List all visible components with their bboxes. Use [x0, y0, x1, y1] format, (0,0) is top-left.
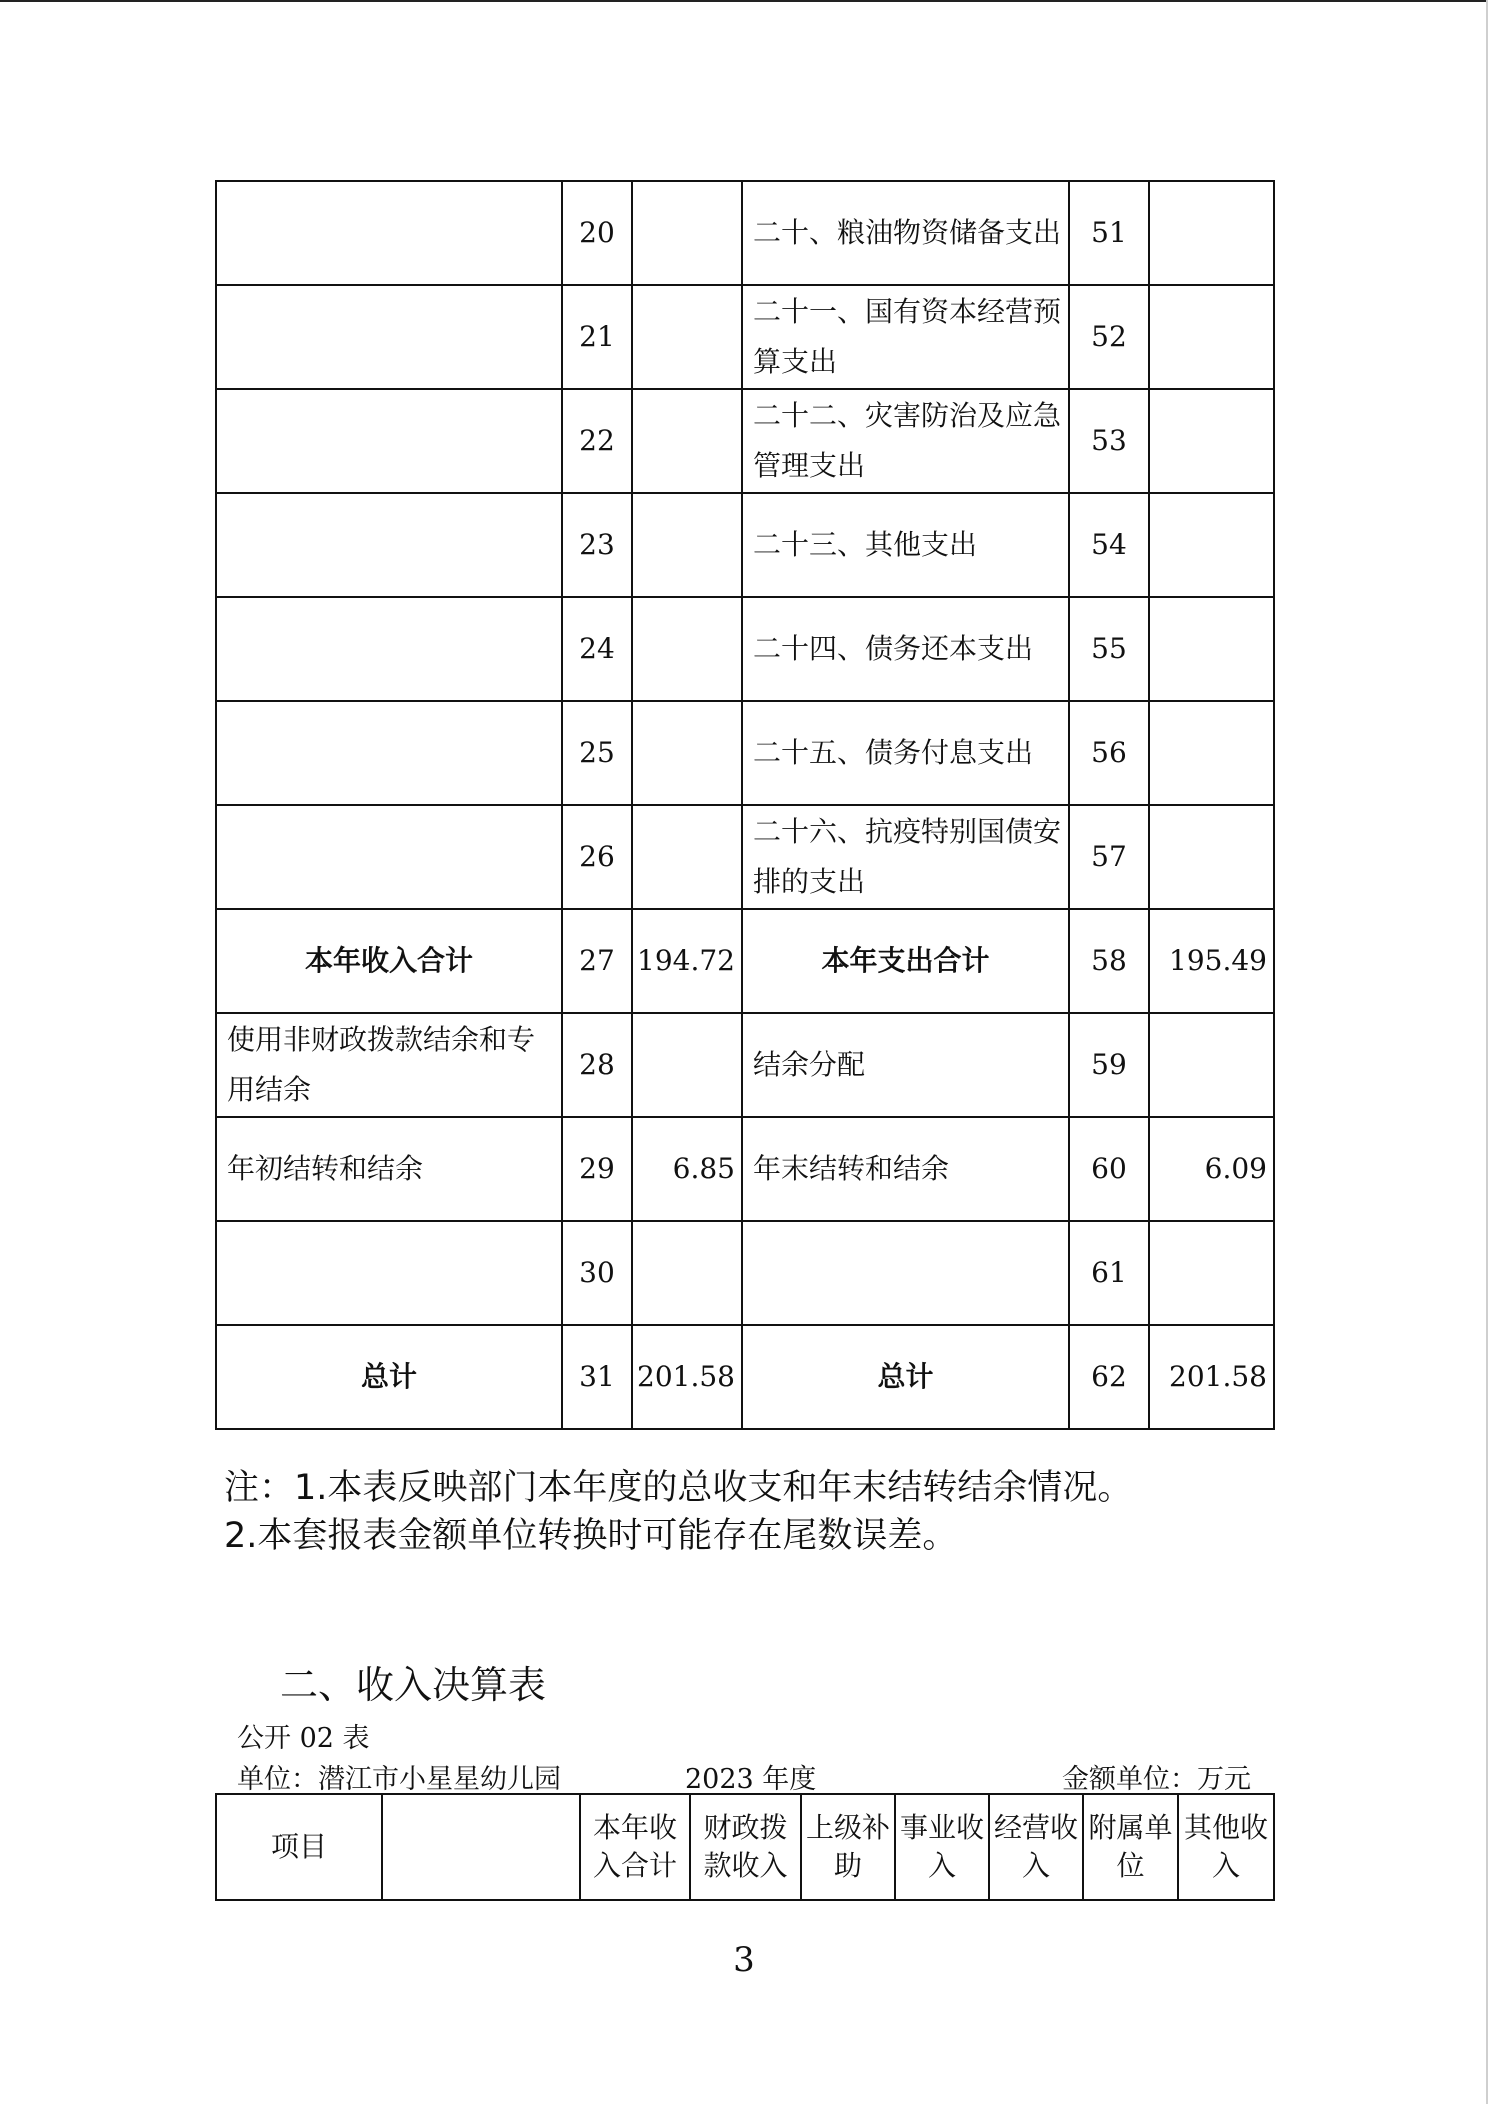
left-amount: [632, 1013, 742, 1117]
annual-expense-total-label: 本年支出合计: [742, 909, 1069, 1013]
right-amount: [1149, 493, 1274, 597]
annual-income-total-label: 本年收入合计: [216, 909, 562, 1013]
right-row-number: 57: [1069, 805, 1149, 909]
left-amount: [632, 285, 742, 389]
left-amount: [632, 701, 742, 805]
left-item-label: [216, 1221, 562, 1325]
table-row: [216, 181, 1274, 285]
table-header-row: [216, 1794, 1274, 1900]
page-top-border: [0, 0, 1488, 2]
table-row-grand-total: [216, 1325, 1274, 1429]
table-row: [216, 805, 1274, 909]
header-fiscal-appropriation: 财政拨款收入: [690, 1794, 801, 1900]
page-number: 3: [733, 1940, 755, 1980]
right-amount: 6.09: [1149, 1117, 1274, 1221]
section-title: 二、收入决算表: [280, 1663, 547, 1707]
table-row-annual-total: [216, 909, 1274, 1013]
right-amount: [1149, 701, 1274, 805]
income-expense-summary-table: [215, 180, 1275, 1430]
left-row-number: 21: [562, 285, 632, 389]
table-row: [216, 493, 1274, 597]
right-row-number: 51: [1069, 181, 1149, 285]
right-row-number: 56: [1069, 701, 1149, 805]
table-row: [216, 597, 1274, 701]
left-item-label: [216, 597, 562, 701]
right-row-number: 58: [1069, 909, 1149, 1013]
grand-total-income-amount: 201.58: [632, 1325, 742, 1429]
left-row-number: 31: [562, 1325, 632, 1429]
right-row-number: 53: [1069, 389, 1149, 493]
header-item: 项目: [216, 1794, 382, 1900]
income-statement-table: [215, 1793, 1275, 1901]
amount-unit: 金额单位：万元: [1062, 1764, 1251, 1795]
header-total-income: 本年收入合计: [580, 1794, 690, 1900]
fiscal-year: 2023 年度: [685, 1764, 817, 1795]
right-item-label: 结余分配: [742, 1013, 1069, 1117]
annual-expense-total-amount: 195.49: [1149, 909, 1274, 1013]
left-row-number: 26: [562, 805, 632, 909]
left-amount: [632, 597, 742, 701]
right-item-label: 二十五、债务付息支出: [742, 701, 1069, 805]
left-row-number: 22: [562, 389, 632, 493]
table-row: [216, 285, 1274, 389]
table-row: [216, 1117, 1274, 1221]
right-row-number: 52: [1069, 285, 1149, 389]
table-code: 公开 02 表: [237, 1723, 370, 1754]
left-item-label: [216, 805, 562, 909]
left-row-number: 20: [562, 181, 632, 285]
left-item-label: [216, 701, 562, 805]
table-row: [216, 701, 1274, 805]
left-amount: [632, 389, 742, 493]
header-other-income: 其他收入: [1178, 1794, 1274, 1900]
left-item-label: [216, 181, 562, 285]
right-row-number: 54: [1069, 493, 1149, 597]
right-amount: [1149, 597, 1274, 701]
left-item-label: [216, 285, 562, 389]
left-amount: [632, 805, 742, 909]
note-line-1: 注：1.本表反映部门本年度的总收支和年末结转结余情况。: [224, 1468, 1133, 1508]
header-superior-subsidy: 上级补助: [801, 1794, 895, 1900]
left-row-number: 24: [562, 597, 632, 701]
left-amount: 6.85: [632, 1117, 742, 1221]
table-row: [216, 389, 1274, 493]
left-row-number: 27: [562, 909, 632, 1013]
left-row-number: 29: [562, 1117, 632, 1221]
unit-label: 单位：潜江市小星星幼儿园: [237, 1764, 561, 1795]
right-amount: [1149, 1221, 1274, 1325]
left-amount: [632, 1221, 742, 1325]
left-row-number: 25: [562, 701, 632, 805]
table-row: [216, 1013, 1274, 1117]
right-amount: [1149, 1013, 1274, 1117]
header-affiliated-unit: 附属单位: [1083, 1794, 1178, 1900]
left-item-label: [216, 493, 562, 597]
left-row-number: 28: [562, 1013, 632, 1117]
right-item-label: 二十六、抗疫特别国债安排的支出: [742, 805, 1069, 909]
right-row-number: 62: [1069, 1325, 1149, 1429]
right-item-label: 二十、粮油物资储备支出: [742, 181, 1069, 285]
right-item-label: 二十三、其他支出: [742, 493, 1069, 597]
grand-total-expense-amount: 201.58: [1149, 1325, 1274, 1429]
right-row-number: 55: [1069, 597, 1149, 701]
right-item-label: [742, 1221, 1069, 1325]
header-blank: [382, 1794, 580, 1900]
right-item-label: 二十四、债务还本支出: [742, 597, 1069, 701]
note-line-2: 2.本套报表金额单位转换时可能存在尾数误差。: [224, 1516, 958, 1556]
header-business-income: 事业收入: [895, 1794, 989, 1900]
left-item-label: 使用非财政拨款结余和专用结余: [216, 1013, 562, 1117]
left-amount: [632, 181, 742, 285]
grand-total-income-label: 总计: [216, 1325, 562, 1429]
right-amount: [1149, 389, 1274, 493]
left-item-label: 年初结转和结余: [216, 1117, 562, 1221]
right-amount: [1149, 285, 1274, 389]
right-amount: [1149, 805, 1274, 909]
table-row: [216, 1221, 1274, 1325]
right-item-label: 二十一、国有资本经营预算支出: [742, 285, 1069, 389]
right-item-label: 年末结转和结余: [742, 1117, 1069, 1221]
left-row-number: 23: [562, 493, 632, 597]
right-row-number: 59: [1069, 1013, 1149, 1117]
right-amount: [1149, 181, 1274, 285]
grand-total-expense-label: 总计: [742, 1325, 1069, 1429]
right-row-number: 61: [1069, 1221, 1149, 1325]
annual-income-total-amount: 194.72: [632, 909, 742, 1013]
right-row-number: 60: [1069, 1117, 1149, 1221]
right-item-label: 二十二、灾害防治及应急管理支出: [742, 389, 1069, 493]
left-item-label: [216, 389, 562, 493]
left-amount: [632, 493, 742, 597]
header-operating-income: 经营收入: [989, 1794, 1083, 1900]
left-row-number: 30: [562, 1221, 632, 1325]
